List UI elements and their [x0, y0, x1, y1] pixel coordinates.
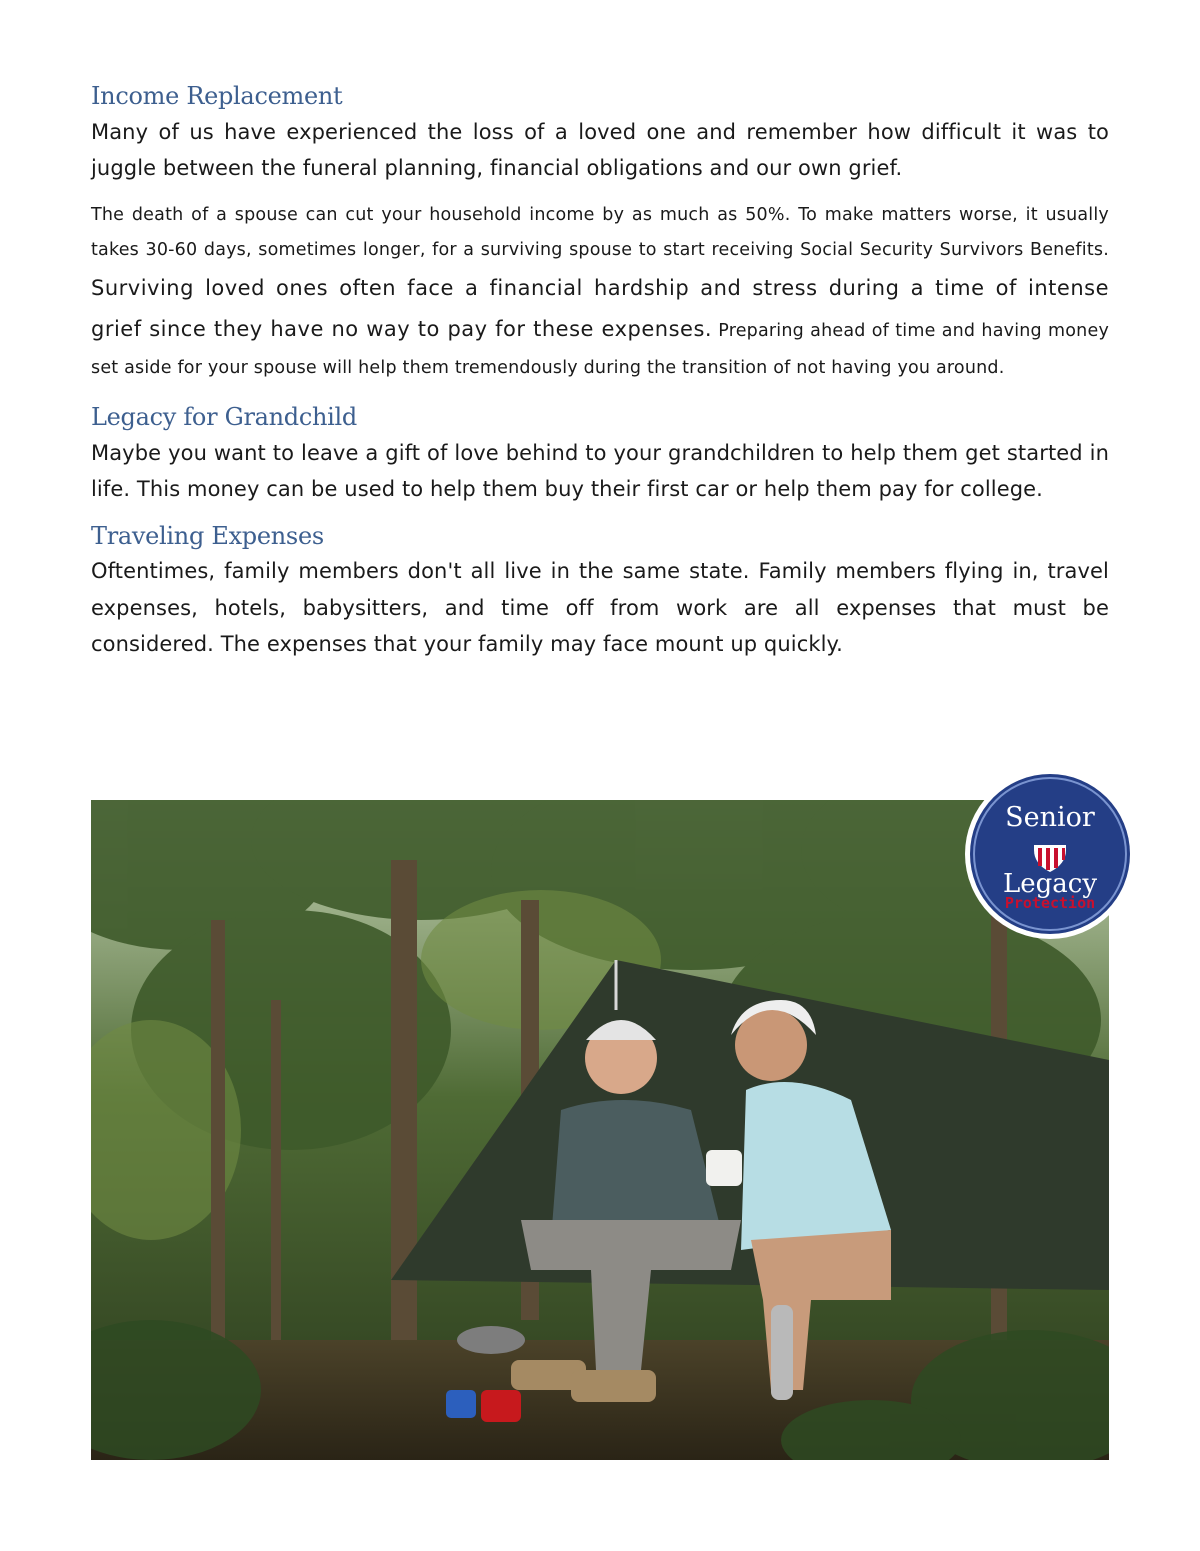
logo-badge	[964, 768, 1136, 940]
legacy-grandchild-section	[91, 401, 1109, 507]
document-body	[91, 80, 1109, 674]
section-heading: Income Replacement	[91, 82, 343, 110]
logo-line-2: Legacy	[1002, 869, 1098, 899]
logo-line-3: Protection	[1004, 894, 1096, 912]
section-intro: Many of us have experienced the loss of a loved one and remember how difficult it was to juggle between the funeral planning, financial obligations and our own grief.	[91, 119, 1109, 180]
senior-legacy-protection-logo	[964, 768, 1136, 940]
section-body: Oftentimes, family members don't all live in the same state. Family members flying in, travel expenses, hotels, babysitters, and time off from work are all expenses that must be considered. The expenses that your family may face mount up quickly.	[91, 559, 1109, 656]
income-replacement-section	[91, 80, 1109, 385]
detail-text: Preparing ahead of time and having money set aside for your spouse will help them tremendously during the transition of not having you around.	[91, 321, 1110, 378]
traveling-expenses-section	[91, 520, 1109, 663]
detail-text: The death of a spouse can cut your household income by as much as 50%. To make matters worse, it usually takes 30-60 days, sometimes longer, for a surviving spouse to start receiving Social Security Survivors Benefits.	[91, 205, 1109, 260]
detail-emphasis: Surviving loved ones often face a financial hardship and stress during a time of intense grief since they have no way to pay for these expenses.	[91, 275, 1109, 342]
camping-couple-photo	[91, 800, 1109, 1460]
photo-illustration	[91, 800, 1109, 1460]
logo-line-1: Senior	[1005, 802, 1095, 833]
section-heading: Traveling Expenses	[91, 521, 324, 550]
section-detail	[91, 198, 1109, 385]
section-body: Maybe you want to leave a gift of love behind to your grandchildren to help them get started in life. This money can be used to help them buy their first car or help them pay for college.	[91, 440, 1109, 502]
section-heading: Legacy for Grandchild	[91, 403, 357, 432]
